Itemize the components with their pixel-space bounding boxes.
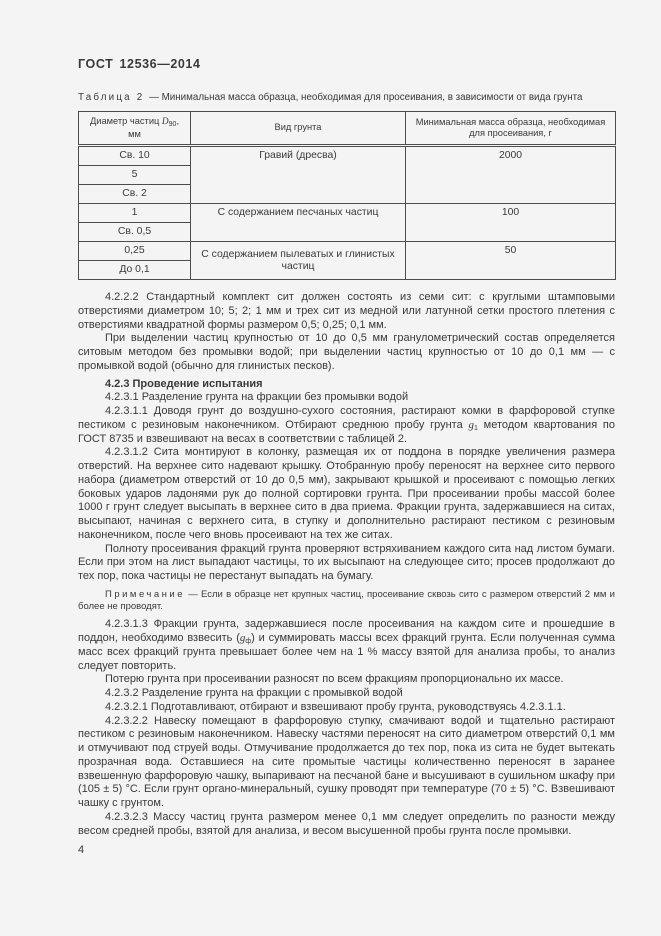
var-gf-sub: ф [245, 638, 252, 646]
col-header-diameter-unit: , мм [128, 116, 180, 139]
para-4-2-3-2: 4.2.3.2 Разделение грунта на фракции с промывкой водой [105, 687, 403, 700]
para-4-2-3-1-1-tail: методом квартования по ГОСТ 8735 и взвешивают на весах в соответствии с таблицей 2. [78, 418, 615, 445]
col-header-diameter [79, 112, 191, 146]
table-row [79, 146, 616, 166]
note-label: Примечание [105, 588, 185, 600]
table-row [79, 242, 616, 261]
col-header-min-mass: Минимальная масса образца, необходимая для просеивания, г [406, 112, 616, 146]
cell-diameter: 0,25 [79, 242, 191, 261]
para-4-2-3-1-2: 4.2.3.1.2 Сита монтируют в колонку, размещая их от поддона в порядке увеличения размера отверстий. На верхнее сито надевают крышку. Отобранную пробу переносят на верхнее сито первого набора (диаметром отверстий от 10 до 0,5 мм), закрывают крышкой и просеивают с помощью легких боковых ударов ладонями рук до полной сортировки грунта. При просеивании пробы массой более 1000 г грунт следует высыпать в верхнее сито в два приема. Фракции грунта, задержавшиеся на ситах, высыпают, начиная с верхнего сита, в ступку и дополнительно растирают пестиком с резиновым наконечником, после чего вновь просеивают на тех же ситах. [78, 446, 615, 541]
para-4-2-2-2: 4.2.2.2 Стандартный комплект сит должен состоять из семи сит: с круглыми штамповыми отверстиями диаметром 10; 5; 2; 1 мм и трех сит из медной или латунной сетки простого плетения с отверстиями квадратной формы размером 0,5; 0,25; 0,1 мм. [78, 291, 615, 331]
table-caption-text: — Минимальная масса образца, необходимая для просеивания, в зависимости от вида грунта [149, 92, 583, 103]
col-header-diameter-text: Диаметр частиц [89, 116, 162, 126]
cell-min-mass: 50 [406, 242, 616, 280]
para-4-2-3-2-1: 4.2.3.2.1 Подготавливают, отбирают и взвешивают пробу грунта, руководствуясь 4.2.3.1.1. [105, 700, 566, 713]
body-text [78, 291, 615, 838]
para-fullness: Полноту просеивания фракций грунта проверяют встряхиванием каждого сита над листом бумаги. Если при этом на лист выпадают частицы, то их высыпают на следующее сито; просев продолжают до тех пор, пока частицы не перестанут выпадать на бумагу. [78, 542, 615, 582]
document-page [78, 0, 615, 856]
cell-diameter: Св. 10 [79, 146, 191, 166]
cell-diameter: До 0,1 [79, 261, 191, 280]
note-paragraph [78, 589, 615, 614]
para-4-2-3-2-2: 4.2.3.2.2 Навеску помещают в фарфоровую ступку, смачивают водой и тщательно растирают пестиком с резиновым наконечником. Навеску частями переносят на сито диаметром отверстий 0,1 мм и отмучивают под струей воды. Отмучивание продолжается до тех пор, пока из сита не будет вытекать прозрачная вода. Оставшиеся на сите промытые частицы количественно переносят в заранее взвешенную фарфоровую чашку, выпаривают на песчаной бане и высушивают в сушильном шкафу при (105 ± 5) °С. Если грунт органо-минеральный, сушку проводят при температуре (70 ± 5) °С. Взвешивают чашку с грунтом. [78, 714, 615, 810]
para-4-2-3-2-3: 4.2.3.2.3 Массу частиц грунта размером менее 0,1 мм следует определить по разности между весом средней пробы, взятой для анализа, и весом высушенной пробы грунта после промывки. [78, 810, 615, 837]
var-g1: g [468, 418, 474, 431]
cell-soil-type: С содержанием песчаных частиц [191, 204, 406, 242]
cell-diameter: 1 [79, 204, 191, 223]
page-number: 4 [78, 844, 85, 856]
table-header-row [79, 112, 616, 146]
table-row [79, 204, 616, 223]
cell-soil-type: Гравий (дресва) [191, 146, 406, 204]
col-header-diameter-sub: 90 [168, 121, 177, 128]
heading-4-2-3: 4.2.3 Проведение испытания [105, 377, 263, 390]
col-header-soil-type: Вид грунта [191, 112, 406, 146]
table-caption [78, 92, 615, 103]
cell-soil-type: С содержанием пылеватых и глинистых частиц [191, 242, 406, 280]
min-mass-table [78, 111, 616, 280]
para-4-2-3-1-3 [78, 618, 615, 673]
para-4-2-3-1-1 [78, 405, 615, 446]
cell-diameter: Св. 2 [79, 185, 191, 204]
para-loss: Потерю грунта при просеивании разносят по всем фракциям пропорционально их массе. [105, 673, 564, 686]
note-text: — Если в образце нет крупных частиц, просеивание сквозь сито с размером отверстий 2 мм и более не проводят. [78, 588, 615, 613]
var-gf: g [239, 632, 246, 645]
var-g1-sub: 1 [473, 424, 478, 432]
para-sieve-method: При выделении частиц крупностью от 10 до 0,5 мм гранулометрический состав определяется ситовым методом без промывки водой; при выделении частиц крупностью от 10 до 0,1 мм — с промывкой водой (обычно для глинистых песков). [78, 332, 615, 372]
cell-diameter: 5 [79, 166, 191, 185]
para-4-2-3-1: 4.2.3.1 Разделение грунта на фракции без промывки водой [105, 391, 409, 404]
table-caption-label: Таблица 2 [78, 92, 145, 103]
col-header-diameter-var: D [161, 117, 169, 127]
cell-diameter: Св. 0,5 [79, 223, 191, 242]
cell-min-mass: 100 [406, 204, 616, 242]
para-4-2-3-1-3-tail: ) и суммировать массы всех фракций грунта. Если полученная сумма масс всех фракций грунта превышает более чем на 1 % массу взятой для анализа пробы, то анализ следует повторить. [78, 632, 615, 672]
cell-min-mass: 2000 [406, 146, 616, 204]
doc-header: ГОСТ 12536—2014 [78, 57, 201, 71]
para-4-2-3-1-1-text: 4.2.3.1.1 Доводя грунт до воздушно-сухого состояния, растирают комки в фарфоровой ступке пестиком с резиновым наконечником. Отбирают среднюю пробу грунта [78, 405, 615, 431]
para-4-2-3-1-3-text: 4.2.3.1.3 Фракции грунта, задержавшиеся после просеивания на каждом сите и прошедшие в поддон, необходимо взвесить ( [78, 618, 615, 645]
